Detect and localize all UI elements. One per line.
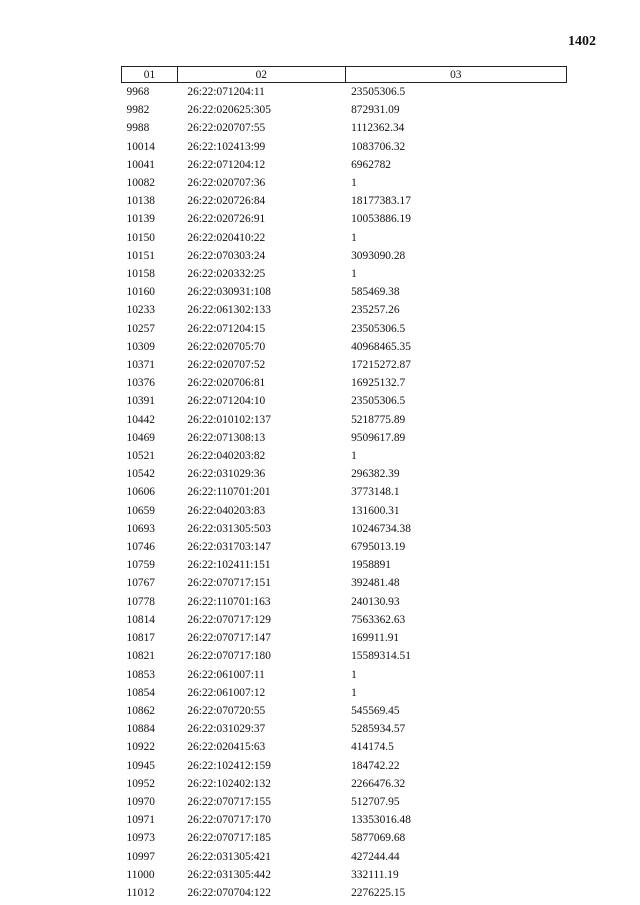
table-row: [122, 593, 567, 611]
table-row: [122, 138, 567, 156]
table-row: [122, 283, 567, 301]
table-row: [122, 229, 567, 247]
table-row: [122, 247, 567, 265]
table-row: [122, 848, 567, 866]
cell-cadastral-number: 26:22:102402:132: [187, 777, 271, 790]
table-row: [122, 447, 567, 465]
cell-cadastral-number: 26:22:031029:37: [187, 723, 266, 736]
cell-value: 1083706.32: [351, 140, 406, 153]
cell-id: 10257: [126, 322, 155, 335]
cell-value: 13353016.48: [351, 814, 411, 827]
cell-value: 17215272.87: [351, 359, 411, 372]
cell-id: 10971: [126, 814, 155, 827]
cell-value: 427244.44: [351, 850, 400, 863]
table-row: [122, 192, 567, 210]
cell-cadastral-number: 26:22:070717:185: [187, 832, 271, 845]
cell-id: 10138: [126, 195, 155, 208]
cell-value: 2276225.15: [351, 886, 406, 899]
cell-id: 10821: [126, 650, 155, 663]
cell-cadastral-number: 26:22:020726:84: [187, 195, 266, 208]
cell-id: 10150: [126, 231, 155, 244]
cell-value: 512707.95: [351, 795, 400, 808]
cell-value: 23505306.5: [351, 86, 406, 98]
cell-value: 1: [351, 177, 357, 190]
table-row: [122, 811, 567, 829]
cell-value: 131600.31: [351, 504, 400, 517]
cell-id: 11000: [126, 868, 155, 881]
table-body: [122, 83, 567, 903]
cell-value: 1: [351, 668, 357, 681]
table-row: [122, 866, 567, 884]
table-row: [122, 83, 567, 102]
table-row: [122, 884, 567, 902]
table-row: [122, 684, 567, 702]
table-row: [122, 611, 567, 629]
cell-cadastral-number: 26:22:020707:52: [187, 359, 266, 372]
cell-value: 3093090.28: [351, 249, 406, 262]
cell-id: 10158: [126, 268, 155, 281]
cell-id: 10952: [126, 777, 155, 790]
cell-id: 10922: [126, 741, 155, 754]
table-row: [122, 720, 567, 738]
table-row: [122, 119, 567, 137]
cell-cadastral-number: 26:22:070704:122: [187, 886, 271, 899]
cell-cadastral-number: 26:22:110701:163: [187, 595, 271, 608]
cell-id: 10371: [126, 359, 155, 372]
cell-cadastral-number: 26:22:020415:63: [187, 741, 266, 754]
cell-id: 10233: [126, 304, 155, 317]
cell-id: 10160: [126, 286, 155, 299]
cell-value: 414174.5: [351, 741, 394, 754]
cell-value: 10053886.19: [351, 213, 411, 226]
cell-id: 10521: [126, 450, 155, 463]
table-row: [122, 338, 567, 356]
cell-value: 235257.26: [351, 304, 400, 317]
cell-cadastral-number: 26:22:071204:11: [187, 86, 265, 98]
cell-cadastral-number: 26:22:031703:147: [187, 541, 271, 554]
cell-value: 10246734.38: [351, 522, 411, 535]
cell-cadastral-number: 26:22:020707:36: [187, 177, 266, 190]
cell-cadastral-number: 26:22:031029:36: [187, 468, 266, 481]
column-header-02: 02: [177, 67, 345, 83]
cell-cadastral-number: 26:22:020332:25: [187, 268, 266, 281]
cell-value: 296382.39: [351, 468, 400, 481]
cell-value: 6962782: [351, 158, 391, 171]
table-row: [122, 356, 567, 374]
cell-cadastral-number: 26:22:031305:421: [187, 850, 271, 863]
cell-value: 5285934.57: [351, 723, 406, 736]
cell-cadastral-number: 26:22:040203:83: [187, 504, 266, 517]
cell-id: 10778: [126, 595, 155, 608]
cell-value: 1: [351, 450, 357, 463]
cell-cadastral-number: 26:22:030931:108: [187, 286, 271, 299]
cell-value: 585469.38: [351, 286, 400, 299]
cell-value: 23505306.5: [351, 322, 406, 335]
cell-id: 10442: [126, 413, 155, 426]
cell-cadastral-number: 26:22:071204:10: [187, 395, 266, 408]
table-row: [122, 757, 567, 775]
table-row: [122, 374, 567, 392]
table-row: [122, 101, 567, 119]
cell-cadastral-number: 26:22:031305:503: [187, 522, 271, 535]
cell-value: 169911.91: [351, 632, 400, 645]
table-header-row: [122, 67, 567, 83]
cell-id: 10542: [126, 468, 155, 481]
cell-cadastral-number: 26:22:020625:305: [187, 104, 271, 117]
cell-value: 392481.48: [351, 577, 400, 590]
table-row: [122, 483, 567, 501]
cell-id: 10041: [126, 158, 155, 171]
cell-cadastral-number: 26:22:061007:11: [187, 668, 265, 681]
cell-id: 10759: [126, 559, 155, 572]
cell-cadastral-number: 26:22:070717:155: [187, 795, 271, 808]
cell-value: 184742.22: [351, 759, 400, 772]
page-number: 1402: [568, 34, 596, 49]
cell-value: 9509617.89: [351, 431, 406, 444]
cell-value: 23505306.5: [351, 395, 406, 408]
cell-value: 1958891: [351, 559, 391, 572]
cell-cadastral-number: 26:22:070717:129: [187, 613, 271, 626]
cell-value: 16925132.7: [351, 377, 406, 390]
table-row: [122, 502, 567, 520]
cell-cadastral-number: 26:22:102412:159: [187, 759, 271, 772]
table-row: [122, 320, 567, 338]
cell-cadastral-number: 26:22:020707:55: [187, 122, 266, 135]
table-row: [122, 538, 567, 556]
cell-cadastral-number: 26:22:020410:22: [187, 231, 266, 244]
cell-id: 10082: [126, 177, 155, 190]
table-row: [122, 429, 567, 447]
table-row: [122, 666, 567, 684]
table-row: [122, 647, 567, 665]
cell-cadastral-number: 26:22:071204:12: [187, 158, 266, 171]
table-row: [122, 775, 567, 793]
table-row: [122, 738, 567, 756]
cell-cadastral-number: 26:22:102411:151: [187, 559, 271, 572]
table-row: [122, 465, 567, 483]
cell-value: 15589314.51: [351, 650, 411, 663]
cell-value: 1: [351, 686, 357, 699]
cell-cadastral-number: 26:22:020726:91: [187, 213, 266, 226]
cell-id: 10659: [126, 504, 155, 517]
cell-id: 10814: [126, 613, 155, 626]
cell-cadastral-number: 26:22:070720:55: [187, 704, 266, 717]
cell-value: 1112362.34: [351, 122, 405, 135]
cell-value: 872931.09: [351, 104, 400, 117]
table-row: [122, 520, 567, 538]
table-row: [122, 556, 567, 574]
table-row: [122, 793, 567, 811]
cell-value: 5877069.68: [351, 832, 406, 845]
table-row: [122, 574, 567, 592]
cell-id: 10973: [126, 832, 155, 845]
cell-id: 10746: [126, 541, 155, 554]
cell-value: 40968465.35: [351, 340, 411, 353]
cell-id: 10014: [126, 140, 155, 153]
table-row: [122, 156, 567, 174]
table-row: [122, 629, 567, 647]
cell-cadastral-number: 26:22:070717:170: [187, 814, 271, 827]
cell-value: 6795013.19: [351, 541, 406, 554]
cell-id: 9982: [126, 104, 150, 117]
cell-id: 10767: [126, 577, 155, 590]
cell-id: 10309: [126, 340, 155, 353]
cell-value: 332111.19: [351, 868, 399, 881]
cell-value: 3773148.1: [351, 486, 400, 499]
column-header-01: 01: [122, 67, 178, 83]
cell-cadastral-number: 26:22:070717:151: [187, 577, 271, 590]
cell-cadastral-number: 26:22:110701:201: [187, 486, 271, 499]
cell-cadastral-number: 26:22:020705:70: [187, 340, 266, 353]
cell-value: 240130.93: [351, 595, 400, 608]
cell-cadastral-number: 26:22:031305:442: [187, 868, 271, 881]
cell-id: 10945: [126, 759, 155, 772]
table-row: [122, 702, 567, 720]
cell-id: 9988: [126, 122, 150, 135]
cell-id: 10139: [126, 213, 155, 226]
cell-cadastral-number: 26:22:070717:147: [187, 632, 271, 645]
cell-id: 10817: [126, 632, 155, 645]
cell-value: 1: [351, 231, 357, 244]
cell-cadastral-number: 26:22:102413:99: [187, 140, 266, 153]
table-row: [122, 265, 567, 283]
cell-cadastral-number: 26:22:061302:133: [187, 304, 271, 317]
cell-value: 5218775.89: [351, 413, 406, 426]
cell-cadastral-number: 26:22:020706:81: [187, 377, 266, 390]
table-row: [122, 392, 567, 410]
cell-id: 10693: [126, 522, 155, 535]
cell-id: 10469: [126, 431, 155, 444]
cell-value: 18177383.17: [351, 195, 411, 208]
table-row: [122, 174, 567, 192]
cell-id: 10854: [126, 686, 155, 699]
cell-cadastral-number: 26:22:040203:82: [187, 450, 266, 463]
table-row: [122, 411, 567, 429]
cell-value: 1: [351, 268, 357, 281]
cell-id: 10884: [126, 723, 155, 736]
cell-cadastral-number: 26:22:071308:13: [187, 431, 266, 444]
cell-cadastral-number: 26:22:071204:15: [187, 322, 266, 335]
cell-cadastral-number: 26:22:010102:137: [187, 413, 271, 426]
cell-value: 2266476.32: [351, 777, 406, 790]
cell-id: 10606: [126, 486, 155, 499]
cell-id: 10151: [126, 249, 155, 262]
cell-id: 10862: [126, 704, 155, 717]
column-header-03: 03: [345, 67, 566, 83]
table-row: [122, 301, 567, 319]
cell-cadastral-number: 26:22:070717:180: [187, 650, 271, 663]
cell-id: 10970: [126, 795, 155, 808]
cell-cadastral-number: 26:22:061007:12: [187, 686, 266, 699]
cell-id: 10853: [126, 668, 155, 681]
cell-id: 10997: [126, 850, 155, 863]
cell-id: 10391: [126, 395, 155, 408]
cell-value: 7563362.63: [351, 613, 406, 626]
cell-id: 9968: [126, 86, 150, 98]
data-table: [121, 66, 567, 902]
cell-id: 11012: [126, 886, 155, 899]
cell-value: 545569.45: [351, 704, 400, 717]
cell-id: 10376: [126, 377, 155, 390]
cell-cadastral-number: 26:22:070303:24: [187, 249, 266, 262]
table-row: [122, 210, 567, 228]
table-row: [122, 829, 567, 847]
